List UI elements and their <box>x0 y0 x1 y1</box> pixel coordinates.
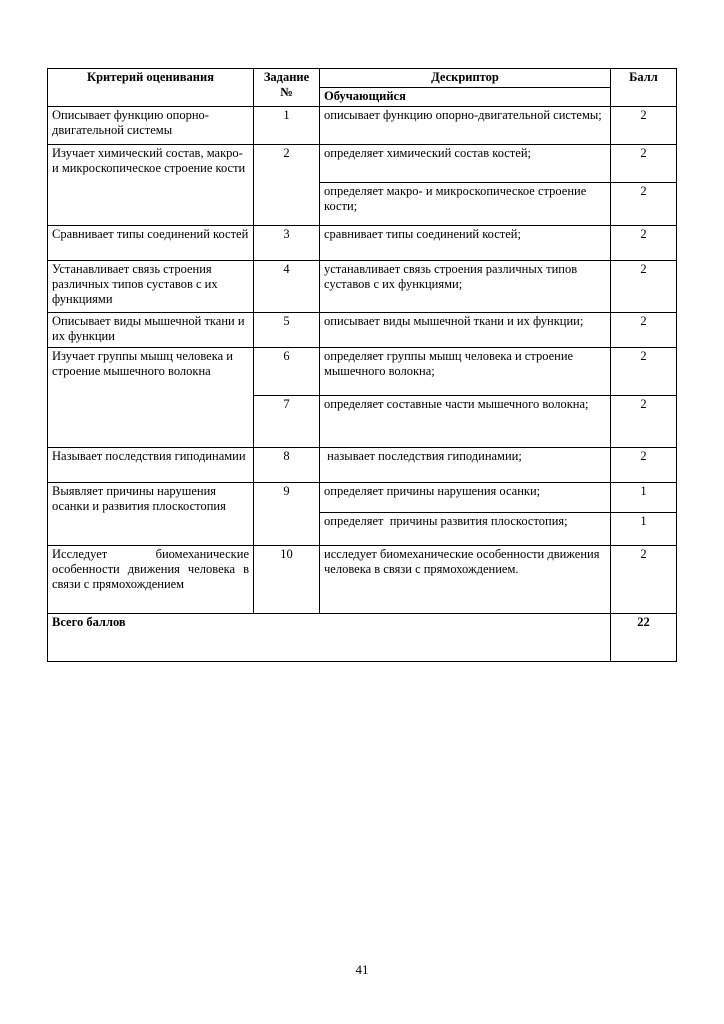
task-cell: 8 <box>254 448 320 483</box>
score-cell: 2 <box>611 348 677 396</box>
table-row <box>48 145 677 183</box>
score-cell: 2 <box>611 226 677 261</box>
score-cell: 2 <box>611 107 677 145</box>
score-cell: 1 <box>611 483 677 513</box>
header-score: Балл <box>611 69 677 107</box>
descriptor-cell: называет последствия гиподинамии; <box>320 448 611 483</box>
total-value: 22 <box>611 614 677 662</box>
task-cell: 7 <box>254 396 320 448</box>
descriptor-cell: определяет химический состав костей; <box>320 145 611 183</box>
total-label: Всего баллов <box>48 614 611 662</box>
total-row <box>48 614 677 662</box>
task-cell: 1 <box>254 107 320 145</box>
table-row <box>48 348 677 396</box>
descriptor-cell: определяет причины нарушения осанки; <box>320 483 611 513</box>
table-row <box>48 313 677 348</box>
criterion-cell: Изучает химический состав, макро- и микроскопическое строение кости <box>48 145 254 226</box>
criterion-cell: Исследует биомеханические особенности движения человека в связи с прямохождением <box>48 546 254 614</box>
descriptor-cell: исследует биомеханические особенности движения человека в связи с прямохождением. <box>320 546 611 614</box>
page-number: 41 <box>355 962 369 977</box>
table-row <box>48 483 677 513</box>
task-cell: 3 <box>254 226 320 261</box>
descriptor-cell: определяет составные части мышечного волокна; <box>320 396 611 448</box>
table-row <box>48 261 677 313</box>
header-criterion: Критерий оценивания <box>48 69 254 107</box>
table-row <box>48 448 677 483</box>
criterion-cell: Сравнивает типы соединений костей <box>48 226 254 261</box>
descriptor-cell: описывает функцию опорно-двигательной системы; <box>320 107 611 145</box>
score-cell: 2 <box>611 313 677 348</box>
header-descriptor-subtitle: Обучающийся <box>320 88 611 107</box>
score-cell: 2 <box>611 183 677 226</box>
task-cell: 6 <box>254 348 320 396</box>
criterion-cell: Описывает функцию опорно-двигательной системы <box>48 107 254 145</box>
task-cell: 4 <box>254 261 320 313</box>
task-cell: 10 <box>254 546 320 614</box>
score-cell: 2 <box>611 448 677 483</box>
task-cell: 5 <box>254 313 320 348</box>
header-descriptor: Дескриптор <box>320 69 611 88</box>
table-row <box>48 546 677 614</box>
score-cell: 2 <box>611 396 677 448</box>
criterion-cell: Устанавливает связь строения различных типов суставов с их функциями <box>48 261 254 313</box>
score-cell: 2 <box>611 261 677 313</box>
descriptor-cell: описывает виды мышечной ткани и их функции; <box>320 313 611 348</box>
table-row <box>48 107 677 145</box>
criterion-cell: Изучает группы мышц человека и строение мышечного волокна <box>48 348 254 448</box>
descriptor-cell: устанавливает связь строения различных типов суставов с их функциями; <box>320 261 611 313</box>
score-cell: 1 <box>611 513 677 546</box>
assessment-rubric-table <box>47 68 677 662</box>
descriptor-cell: сравнивает типы соединений костей; <box>320 226 611 261</box>
task-cell: 2 <box>254 145 320 226</box>
score-cell: 2 <box>611 546 677 614</box>
criterion-cell: Выявляет причины нарушения осанки и развития плоскостопия <box>48 483 254 546</box>
score-cell: 2 <box>611 145 677 183</box>
descriptor-cell: определяет макро- и микроскопическое строение кости; <box>320 183 611 226</box>
header-task-number: Задание № <box>254 69 320 107</box>
descriptor-cell: определяет причины развития плоскостопия; <box>320 513 611 546</box>
criterion-cell: Называет последствия гиподинамии <box>48 448 254 483</box>
task-cell: 9 <box>254 483 320 546</box>
criterion-cell: Описывает виды мышечной ткани и их функции <box>48 313 254 348</box>
descriptor-cell: определяет группы мышц человека и строение мышечного волокна; <box>320 348 611 396</box>
table-row <box>48 226 677 261</box>
